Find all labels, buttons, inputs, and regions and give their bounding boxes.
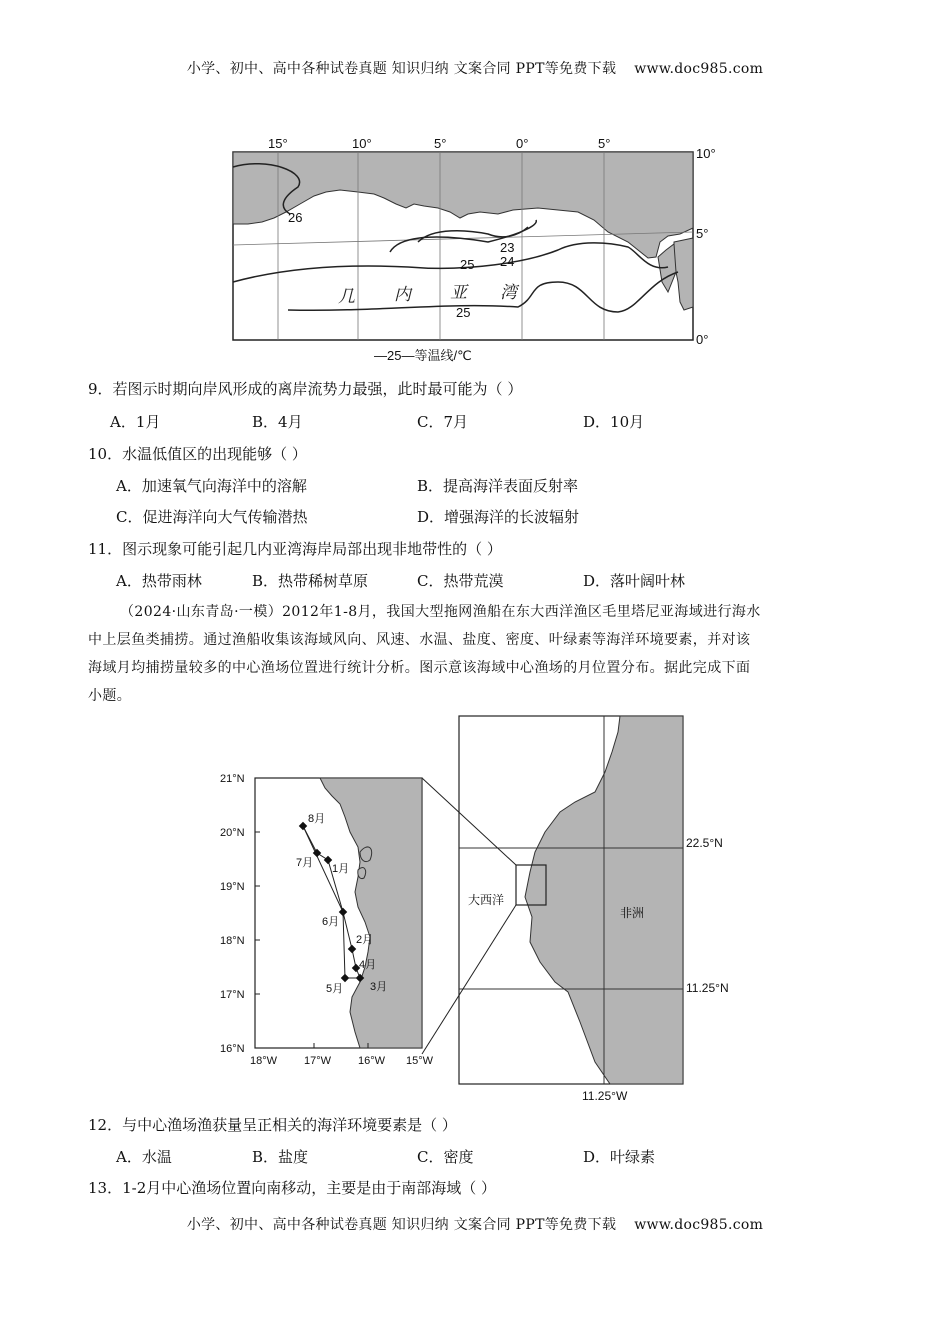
lat-17n: 17°N: [220, 989, 245, 1001]
month-1: 1月: [332, 863, 350, 875]
q11-option-c: C．热带荒漠: [417, 572, 504, 590]
question-9-stem: 9．若图示时期向岸风形成的离岸流势力最强，此时最可能为（ ）: [88, 380, 523, 398]
intro-line-1: （2024·山东青岛·一模）2012年1-8月，我国大型拖网渔船在东大西洋渔区毛里塔尼亚海域进行海水: [120, 604, 761, 620]
q9-option-c: C．7月: [417, 413, 469, 431]
map1-legend: —25—等温线/℃: [374, 348, 472, 363]
gulf-label-4: 湾: [500, 283, 517, 303]
ocean-label: 大西洋: [468, 893, 505, 907]
lon-label-15w: 15°: [268, 136, 288, 151]
lat-18n: 18°N: [220, 935, 245, 947]
q12-option-c: C．密度: [417, 1148, 474, 1166]
lon-label-5e: 5°: [598, 136, 611, 151]
intro-paragraph: [88, 598, 868, 710]
intro-line-3: 海域月均捕捞量较多的中心渔场位置进行统计分析。图示意该海域中心渔场的月位置分布。据此完成下面: [88, 660, 751, 676]
intro-line-4: 小题。: [88, 688, 132, 704]
page-header: [0, 58, 950, 78]
lat-20n: 20°N: [220, 827, 245, 839]
isotherm-24: 24: [500, 254, 515, 269]
q10-option-c: C．促进海洋向大气传输潜热: [116, 508, 308, 526]
lon-label-10w: 10°: [352, 136, 372, 151]
page-footer: [0, 1214, 950, 1234]
q9-option-b: B．4月: [252, 413, 303, 431]
month-3: 3月: [370, 981, 388, 993]
lon-17w: 17°W: [304, 1055, 332, 1067]
month-8: 8月: [308, 813, 326, 825]
lat-label-5n: 5°: [696, 226, 709, 241]
isotherm-25a: 25: [460, 257, 475, 272]
month-6: 6月: [322, 916, 340, 928]
lon-label-5w: 5°: [434, 136, 447, 151]
q10-option-b: B．提高海洋表面反射率: [417, 477, 579, 495]
inset-lat-11: 11.25°N: [686, 981, 729, 995]
inset-lon-11: 11.25°W: [582, 1089, 628, 1103]
month-4: 4月: [359, 959, 377, 971]
question-10-stem: 10．水温低值区的出现能够（ ）: [88, 445, 307, 463]
q10-option-a: A．加速氧气向海洋中的溶解: [116, 477, 307, 495]
footer-url: www.doc985.com: [634, 1217, 764, 1233]
lon-15w: 15°W: [406, 1055, 434, 1067]
header-text: 小学、初中、高中各种试卷真题 知识归纳 文案合同 PPT等免费下载: [186, 61, 617, 77]
inset-lat-22: 22.5°N: [686, 836, 723, 850]
gulf-label-3: 亚: [450, 283, 467, 303]
question-12-stem: 12．与中心渔场渔获量呈正相关的海洋环境要素是（ ）: [88, 1116, 457, 1134]
question-13-stem: 13．1-2月中心渔场位置向南移动，主要是由于南部海域（ ）: [88, 1179, 497, 1197]
gulf-label-2: 内: [394, 285, 411, 305]
gulf-of-guinea-map: [228, 132, 728, 364]
q10-option-d: D．增强海洋的长波辐射: [417, 508, 580, 526]
month-2: 2月: [356, 934, 374, 946]
q12-option-b: B．盐度: [252, 1148, 309, 1166]
q12-option-d: D．叶绿素: [583, 1148, 656, 1166]
q11-option-a: A．热带雨林: [116, 572, 202, 590]
intro-line-2: 中上层鱼类捕捞。通过渔船收集该海域风向、风速、水温、盐度、密度、叶绿素等海洋环境要素，并对该: [88, 632, 751, 648]
q9-option-d: D．10月: [583, 413, 645, 431]
lat-19n: 19°N: [220, 881, 245, 893]
isotherm-26: 26: [288, 210, 303, 225]
gulf-label-1: 几: [338, 287, 355, 307]
lat-label-10n: 10°: [696, 146, 716, 161]
footer-text: 小学、初中、高中各种试卷真题 知识归纳 文案合同 PPT等免费下载: [186, 1217, 617, 1233]
isotherm-23: 23: [500, 240, 515, 255]
month-5: 5月: [326, 983, 344, 995]
q11-option-d: D．落叶阔叶林: [583, 572, 686, 590]
land-label: 非洲: [620, 906, 645, 920]
month-7: 7月: [296, 857, 314, 869]
lat-16n: 16°N: [220, 1043, 245, 1055]
question-11-stem: 11．图示现象可能引起几内亚湾海岸局部出现非地带性的（ ）: [88, 540, 502, 558]
q11-option-b: B．热带稀树草原: [252, 572, 369, 590]
q12-option-a: A．水温: [116, 1148, 172, 1166]
q9-option-a: A．1月: [110, 413, 161, 431]
lon-label-0: 0°: [516, 136, 529, 151]
lat-21n: 21°N: [220, 773, 245, 785]
lon-18w: 18°W: [250, 1055, 278, 1067]
lat-label-0: 0°: [696, 332, 709, 347]
fishing-ground-map: [210, 712, 740, 1124]
header-url: www.doc985.com: [634, 61, 764, 77]
lon-16w: 16°W: [358, 1055, 386, 1067]
isotherm-25b: 25: [456, 305, 471, 320]
